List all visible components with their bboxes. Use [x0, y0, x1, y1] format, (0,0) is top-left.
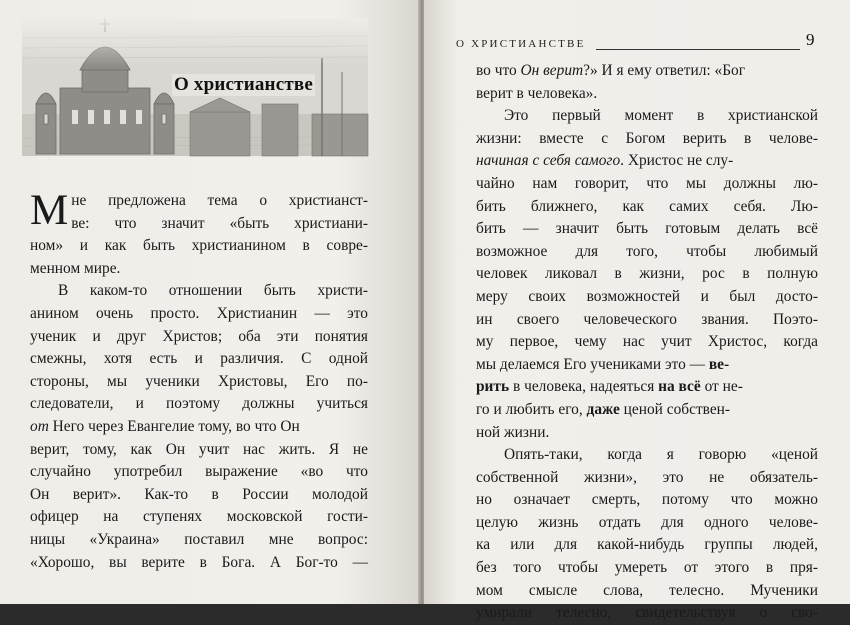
left-page [0, 0, 420, 604]
text-line: ном» и как быть христианином в совре- [30, 237, 368, 255]
text-line [476, 60, 818, 83]
text-line: Он верит». Как-то в России молодой [30, 485, 368, 503]
text-line: случайно употребил выражение «во что [30, 463, 368, 481]
text-line [30, 416, 368, 439]
text-line: бить ближнего, как самих себя. Лю- [476, 197, 818, 215]
text-line: ка или для какой-нибудь группы людей, [476, 536, 818, 554]
italic-phrase: Он верит [520, 62, 584, 79]
left-page-body [30, 187, 368, 574]
bold-fragment: рить [476, 378, 510, 396]
text-line [476, 399, 818, 422]
text-line: верит в человека». [476, 84, 598, 102]
text-line: стороны, мы ученики Христовы, Его по- [30, 372, 368, 390]
text-fragment: . Христос не слу- [620, 152, 734, 170]
text-line: умирали телесно, свидетельствуя о сво- [476, 604, 818, 622]
paragraph-2 [30, 280, 368, 574]
text-fragment: от не- [700, 378, 743, 396]
text-line: меру своих возможностей и был досто- [476, 287, 818, 305]
text-line: без того чтобы умереть от этого в пря- [476, 559, 818, 577]
running-head: О ХРИСТИАНСТВЕ [456, 38, 586, 50]
text-line [476, 376, 818, 399]
text-line: В каком-то отношении быть христи- [58, 282, 368, 300]
text-fragment: ценой собствен- [619, 400, 731, 418]
text-line: ученик и друг Христов; оба эти понятия [30, 327, 368, 345]
text-line: ве: что значит «быть христиани- [71, 214, 368, 232]
right-page [424, 0, 850, 622]
text-line: бить — значит быть готовым делать всё [476, 220, 818, 238]
text-fragment: в человека, надеяться [509, 378, 659, 396]
text-line: анином очень просто. Христианин — это [30, 304, 368, 322]
text-line: смежны, хотя есть и различия. С одной [30, 350, 368, 368]
italic-phrase: начиная с себя самого [476, 152, 621, 170]
text-line: но означает смерть, потому что можно [476, 491, 818, 509]
right-page-body [476, 60, 818, 625]
text-line: му первое, чему нас учит Христос, когда [476, 333, 818, 351]
text-fragment: го и любить его, [476, 400, 587, 418]
text-fragment: ?» И я ему ответил: «Бог [583, 62, 746, 79]
chapter-title: О христианстве [174, 74, 313, 95]
bold-fragment: ве- [708, 355, 730, 373]
page-number: 9 [806, 30, 815, 49]
text-line: Опять-таки, когда я говорю «ценой [504, 446, 818, 464]
text-fragment: Него через Евангелие тому, во что Он [48, 417, 300, 435]
text-line: человек ликовал в жизни, рос в полную [476, 265, 818, 283]
text-line: возможное для того, чтобы любимый [476, 242, 818, 260]
text-line: ной жизни. [476, 423, 550, 441]
text-line: не предложена тема о христианст- [71, 192, 368, 209]
paragraph-a [476, 105, 818, 444]
text-fragment: во что [476, 62, 521, 79]
bold-fragment: на всё [658, 378, 701, 396]
italic-word: от [30, 417, 49, 435]
text-fragment: мы делаемся Его учениками это — [476, 355, 709, 373]
text-line [476, 150, 818, 173]
text-line: ницы «Украина» поставил мне вопрос: [30, 530, 368, 548]
text-line [476, 354, 818, 377]
text-line: ин своего человеческого звания. Поэто- [476, 310, 818, 328]
text-line: офицер на ступенях московской гости- [30, 508, 368, 526]
text-line: чайно нам говорит, что мы должны лю- [476, 174, 818, 192]
text-line: целую жизнь отдать для одного челове- [476, 513, 818, 531]
paragraph-b [476, 444, 818, 625]
bold-fragment: даже [586, 400, 620, 418]
text-line: жизни: вместе с Богом верить в челове- [476, 129, 818, 147]
text-line: мом смысле слова, телесно. Мученики [476, 581, 818, 599]
running-head-rule [596, 49, 800, 50]
paragraph-1 [30, 187, 368, 280]
dropcap-letter: М [30, 187, 69, 234]
text-line: «Хорошо, вы верите в Бога. А Бог-то — [30, 553, 368, 571]
text-line: следователи, и поэтому должны учиться [30, 395, 368, 413]
text-line: собственной жизни», это не обязатель- [476, 468, 818, 486]
text-line: менном мире. [30, 259, 121, 277]
text-line: Это первый момент в христианской [504, 107, 818, 125]
text-line: верит, тому, как Он учит нас жить. Я не [30, 440, 368, 458]
